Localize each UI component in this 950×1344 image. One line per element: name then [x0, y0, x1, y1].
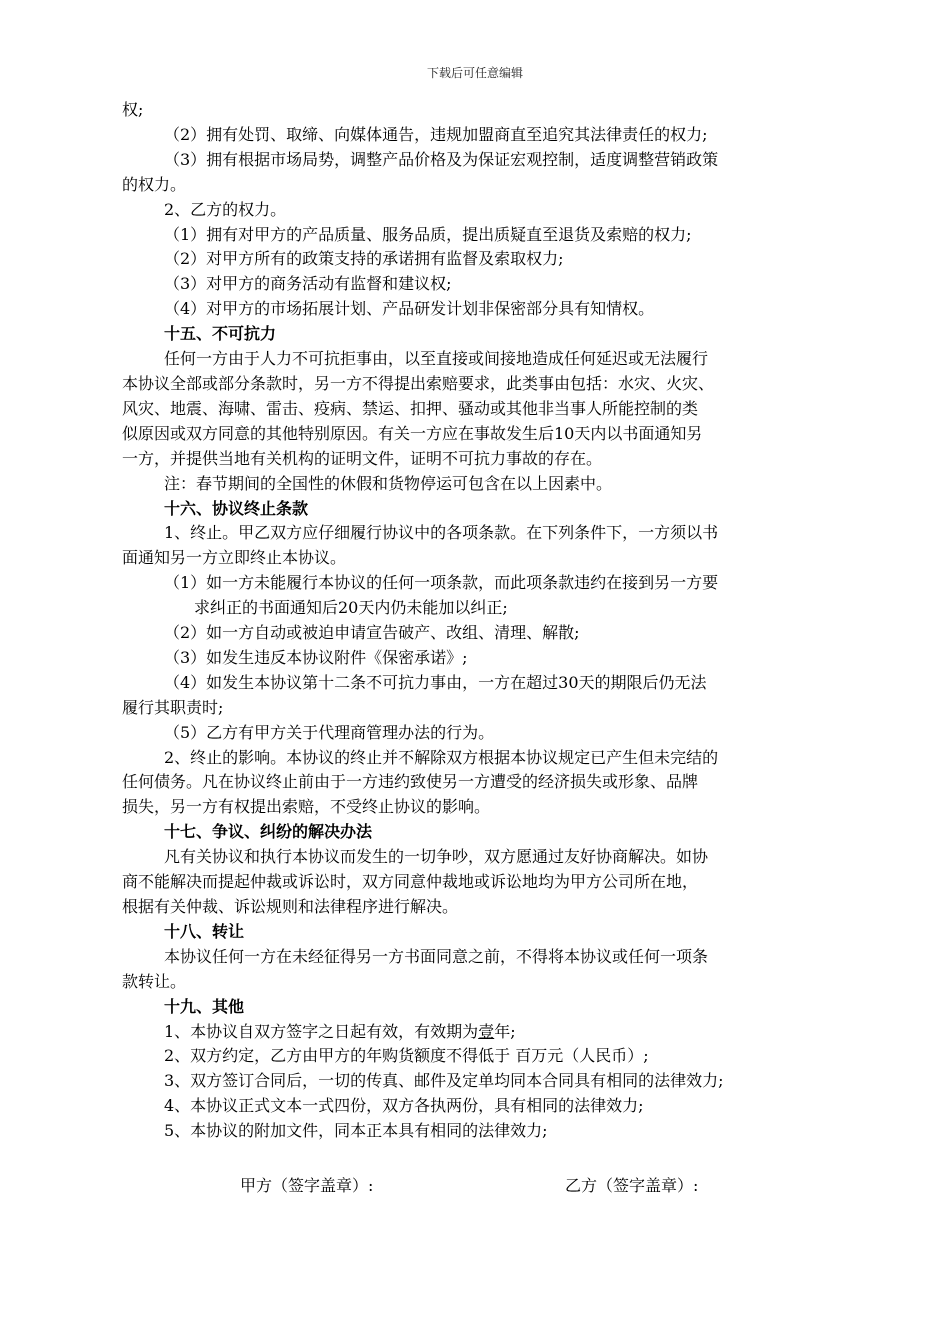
text-line: 求纠正的书面通知后20天内仍未能加以纠正;	[194, 598, 508, 618]
text-line: 根据有关仲裁、诉讼规则和法律程序进行解决。	[122, 897, 459, 916]
section-heading: 十八、转让	[164, 921, 245, 941]
section-heading: 十五、不可抗力	[164, 324, 277, 344]
text-line: （3）如发生违反本协议附件《保密承诺》;	[164, 647, 468, 667]
text-line: 似原因或双方同意的其他特别原因。有关一方应在事故发生后10天内以书面通知另	[122, 423, 703, 443]
text-line: 2、终止的影响。本协议的终止并不解除双方根据本协议规定已产生但未完结的	[164, 747, 719, 767]
text-line: （4）对甲方的市场拓展计划、产品研发计划非保密部分具有知情权。	[164, 299, 655, 319]
text-line	[122, 1020, 832, 1045]
text-line: （2）对甲方所有的政策支持的承诺拥有监督及索取权力;	[164, 249, 564, 269]
section-heading: 十七、争议、纠纷的解决办法	[164, 822, 373, 842]
text-line: 履行其职责时;	[122, 697, 224, 717]
text-line: 注：春节期间的全国性的休假和货物停运可包含在以上因素中。	[164, 473, 613, 493]
text-line: 5、本协议的附加文件，同本正本具有相同的法律效力;	[164, 1121, 548, 1141]
text-line: 的权力。	[122, 174, 187, 194]
text-line: （1）拥有对甲方的产品质量、服务品质，提出质疑直至退货及索赔的权力;	[164, 224, 692, 244]
text-line: 3、双方签订合同后，一切的传真、邮件及定单均同本合同具有相同的法律效力;	[164, 1071, 724, 1091]
text-line: 任何债务。凡在协议终止前由于一方违约致使另一方遭受的经济损失或形象、品牌	[122, 772, 699, 792]
text-line: 商不能解决而提起仲裁或诉讼时，双方同意仲裁地或诉讼地均为甲方公司所在地，	[122, 872, 699, 892]
text-line: 面通知另一方立即终止本协议。	[122, 548, 347, 568]
text-line: 2、乙方的权力。	[164, 199, 287, 219]
text-line: 本协议任何一方在未经征得另一方书面同意之前，不得将本协议或任何一项条	[164, 946, 709, 966]
text-line: 风灾、地震、海啸、雷击、疫病、禁运、扣押、骚动或其他非当事人所能控制的类	[122, 398, 699, 418]
text-line: 本协议全部或部分条款时，另一方不得提出索赔要求，此类事由包括：水灾、火灾、	[122, 373, 715, 393]
text-line: 凡有关协议和执行本协议而发生的一切争吵，双方愿通过友好协商解决。如协	[164, 847, 709, 867]
text-line: 1、终止。甲乙双方应仔细履行协议中的各项条款。在下列条件下，一方须以书	[164, 523, 719, 543]
text-line: （2）如一方自动或被迫申请宣告破产、改组、清理、解散;	[164, 623, 580, 643]
page-header-note: 下载后可任意编辑	[426, 66, 523, 80]
text-line: 4、本协议正式文本一式四份，双方各执两份，具有相同的法律效力;	[164, 1096, 644, 1116]
term-suffix: 年;	[494, 1021, 516, 1041]
term-label: 1、本协议自双方签字之日起有效，有效期为	[164, 1021, 479, 1041]
text-line: （1）如一方未能履行本协议的任何一项条款，而此项条款违约在接到另一方要	[164, 573, 719, 593]
section-heading: 十九、其他	[164, 996, 245, 1016]
section-heading: 十六、协议终止条款	[164, 498, 309, 518]
text-line: 一方，并提供当地有关机构的证明文件，证明不可抗力事故的存在。	[122, 448, 603, 468]
signature-row	[0, 1173, 950, 1197]
term-value: 壹	[478, 1021, 495, 1041]
text-line: 权;	[122, 100, 144, 119]
text-line: 款转让。	[122, 971, 187, 991]
text-line: （2）拥有处罚、取缔、向媒体通告，违规加盟商直至追究其法律责任的权力;	[164, 124, 708, 144]
party-b-signature: 乙方（签字盖章）:	[565, 1176, 699, 1195]
text-line: （3）拥有根据市场局势，调整产品价格及为保证宏观控制，适度调整营销政策	[164, 149, 719, 169]
text-line: 损失，另一方有权提出索赔，不受终止协议的影响。	[122, 797, 491, 817]
contract-body	[122, 98, 832, 1144]
party-a-signature: 甲方（签字盖章）:	[240, 1176, 374, 1195]
text-line: 2、双方约定，乙方由甲方的年购货额度不得低于 百万元（人民币）;	[164, 1046, 649, 1066]
text-line: 任何一方由于人力不可抗拒事由，以至直接或间接地造成任何延迟或无法履行	[164, 349, 709, 369]
text-line: （5）乙方有甲方关于代理商管理办法的行为。	[164, 722, 495, 742]
text-line: （3）对甲方的商务活动有监督和建议权;	[164, 274, 452, 294]
text-line: （4）如发生本协议第十二条不可抗力事由，一方在超过30天的期限后仍无法	[164, 672, 707, 692]
